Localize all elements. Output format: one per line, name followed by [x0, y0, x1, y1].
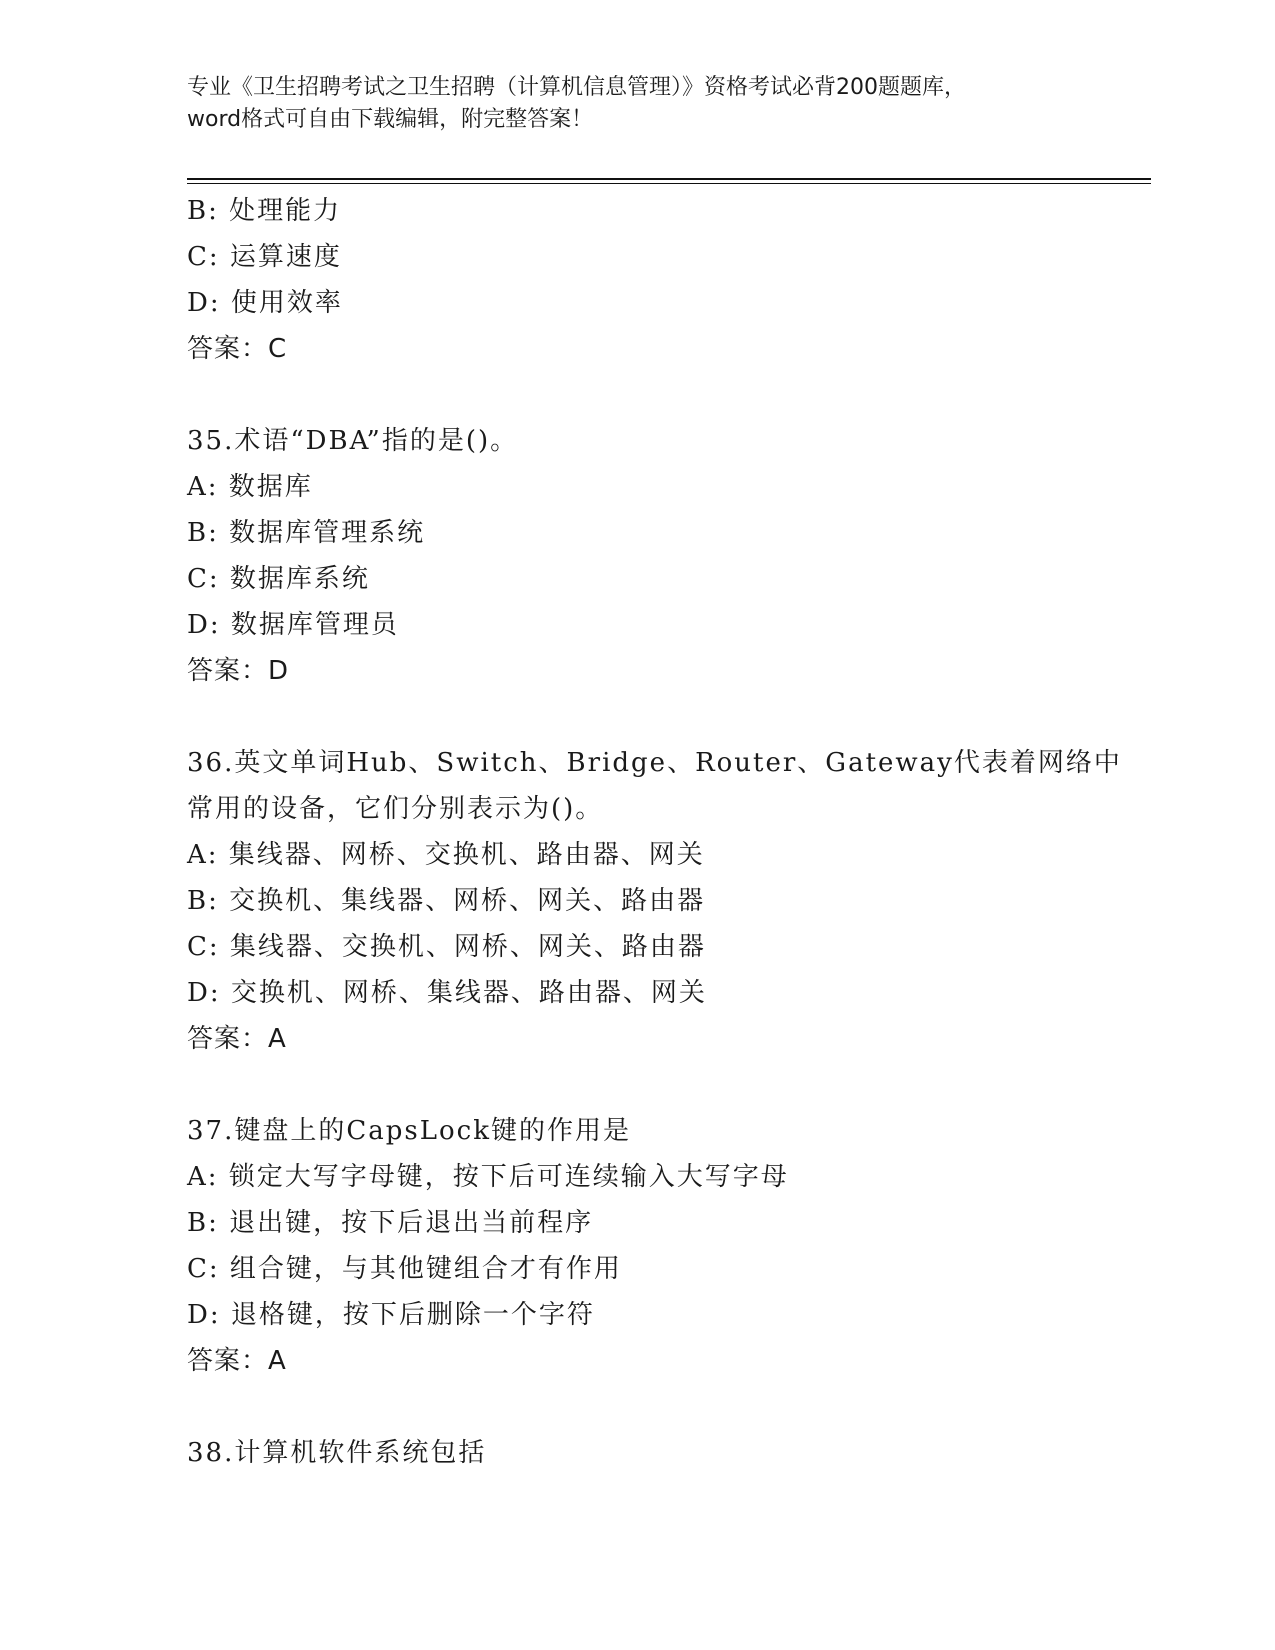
question-35 [187, 418, 1137, 694]
option-d: D: 交换机、网桥、集线器、路由器、网关 [187, 978, 707, 1008]
question-text: 37.键盘上的CapsLock键的作用是 [187, 1116, 631, 1146]
question-text: 35.术语“DBA”指的是()。 [187, 426, 519, 456]
header-divider-thin [187, 183, 1151, 184]
header-title-line-1: 专业《卫生招聘考试之卫生招聘（计算机信息管理）》资格考试必背200题题库， [187, 75, 966, 100]
answer: 答案：C [187, 334, 288, 364]
option-c: C: 数据库系统 [187, 564, 370, 594]
option-b: B: 处理能力 [187, 196, 342, 226]
option-b: B: 交换机、集线器、网桥、网关、路由器 [187, 886, 706, 916]
option-d: D: 退格键，按下后删除一个字符 [187, 1300, 595, 1330]
question-text-line-2: 常用的设备，它们分别表示为()。 [187, 794, 604, 824]
spacer [187, 694, 1137, 740]
option-a: A: 集线器、网桥、交换机、路由器、网关 [187, 840, 705, 870]
spacer [187, 1062, 1137, 1108]
spacer [187, 1384, 1137, 1430]
question-list [187, 188, 1137, 1476]
option-c: C: 集线器、交换机、网桥、网关、路由器 [187, 932, 706, 962]
option-c: C: 运算速度 [187, 242, 342, 272]
header-title-line-2: word格式可自由下载编辑，附完整答案！ [187, 107, 594, 132]
option-b: B: 数据库管理系统 [187, 518, 426, 548]
option-d: D: 使用效率 [187, 288, 343, 318]
question-38 [187, 1430, 1137, 1476]
question-text-line-1: 36.英文单词Hub、Switch、Bridge、Router、Gateway代表着网络中 [187, 748, 1122, 778]
option-c: C: 组合键，与其他键组合才有作用 [187, 1254, 622, 1284]
header-divider-thick [187, 178, 1151, 180]
option-a: A: 数据库 [187, 472, 313, 502]
option-d: D: 数据库管理员 [187, 610, 399, 640]
answer: 答案：A [187, 1024, 287, 1054]
answer: 答案：D [187, 656, 290, 686]
question-text: 38.计算机软件系统包括 [187, 1438, 487, 1468]
question-37 [187, 1108, 1137, 1384]
option-a: A: 锁定大写字母键，按下后可连续输入大写字母 [187, 1162, 789, 1192]
document-header [187, 72, 1087, 136]
option-b: B: 退出键，按下后退出当前程序 [187, 1208, 594, 1238]
question-36 [187, 740, 1137, 1062]
spacer [187, 372, 1137, 418]
question-34 [187, 188, 1137, 372]
answer: 答案：A [187, 1346, 287, 1376]
